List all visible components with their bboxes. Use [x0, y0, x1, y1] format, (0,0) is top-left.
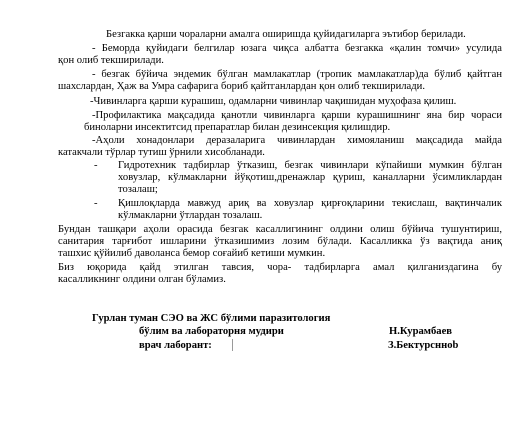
para-2-line-1: - Беморда қуйидаги белгилар юзага чиқса албатта безгакка «қалин томчи» усулида — [92, 43, 502, 54]
text-cursor — [232, 339, 233, 351]
bullet-2-line-1: Қишлоқларда мавжуд ариқ ва ховузлар қирғоқларини текислаш, вақтинчалик — [118, 198, 502, 209]
para-3-line-2: шахслардан, Ҳаж ва Умра сафарига бориб қайтганлардан қон олиб текширилади. — [58, 81, 425, 92]
signature-position-1: бўлим ва лабораторня мудири — [139, 326, 284, 337]
para-7-line-1: Бундан ташқари аҳоли орасида безгак касаллигининг олдини олиш бўйича тушунтириш, — [58, 224, 502, 235]
para-6-line-1: -Аҳоли хонадонлари деразаларига чивинлардан химояланиш мақсадида майда — [92, 135, 502, 146]
para-8-line-1: Биз юқорида қайд этилган тавсия, чора- тадбирларга амал қилганиздагина бу — [58, 262, 502, 273]
para-8-line-2: касалликнинг олдини олган бўламиз. — [58, 274, 226, 285]
signature-org-line: Гурлан туман СЭО ва ЖС бўлими паразитология — [92, 313, 331, 324]
bullet-2-line-2: кўлмакларни ўтлардан тозалаш. — [118, 210, 263, 221]
para-4-line: -Чивинларга қарши курашиш, одамларни чивинлар чақишидан муҳофаза қилиш. — [90, 96, 457, 107]
bullet-1-line-3: тозалаш; — [118, 184, 158, 195]
bullet-1-line-1: Гидротехник тадбирлар ўтказиш, безгак чивинлари кўпайиши мумкин бўлган — [118, 160, 502, 171]
para-5-line-2: биноларни инсектитсид препаратлар билан дезинсекция қилишдир. — [84, 122, 391, 133]
para-2-line-2: қон олиб текширилади. — [58, 55, 164, 66]
para-3-line-1: - безгак бўйича эндемик бўлган мамлакатлар (тропик мамлакатлар)да бўлиб қайтган — [92, 69, 502, 80]
para-7-line-2: санитария тарғибот ишларини ўтказишимиз лозим бўлади. Касалликка ўз вақтида аниқ — [58, 236, 502, 247]
intro-line: Безгакка қарши чораларни амалга оширишда қуйидагиларга эътибор берилади. — [106, 29, 466, 40]
para-7-line-3: ташхис қўйилиб даволанса бемор соғайиб кетиши мумкин. — [58, 248, 326, 259]
bullet-1-line-2: ховузлар, кўлмакларни йўқотиш,дренажлар қуриш, каналларни ўсимликлардан — [118, 172, 502, 183]
signature-name-1: Н.Курамбаев — [389, 326, 453, 337]
para-5-line-1: -Профилактика мақсадида қанотли чивинларга қарши курашишнинг яна бир чораси — [92, 110, 502, 121]
signature-name-2: З.Бектурснноb — [388, 340, 459, 351]
para-6-line-2: катакчали тўрлар тутиш ўрнили хисобланади. — [58, 147, 265, 158]
signature-position-2: врач лаборант: — [139, 340, 212, 351]
bullet-2-marker: - — [94, 198, 98, 209]
bullet-1-marker: - — [94, 160, 98, 171]
